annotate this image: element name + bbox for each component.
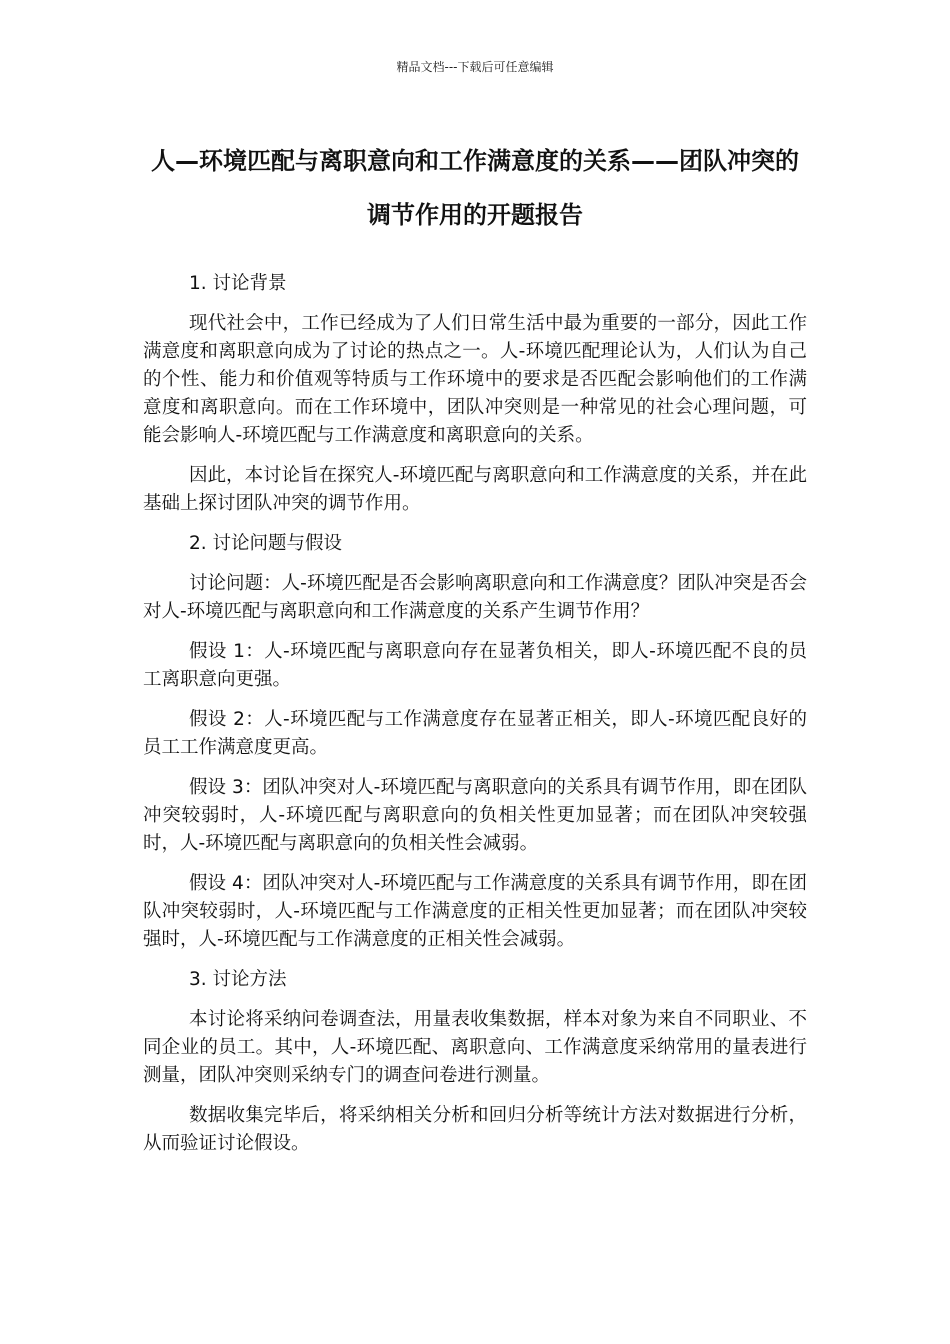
background-paragraph-1: 现代社会中，工作已经成为了人们日常生活中最为重要的一部分，因此工作满意度和离职意向成为了讨论的热点之一。人-环境匹配理论认为，人们认为自己的个性、能力和价值观等特质与工作环境中的要求是否匹配会影响他们的工作满意度和离职意向。而在工作环境中，团队冲突则是一种常见的社会心理问题，可能会影响人-环境匹配与工作满意度和离职意向的关系。 — [143, 313, 807, 446]
document-body — [143, 270, 807, 1170]
section-heading-background: 1. 讨论背景 — [189, 273, 287, 294]
hypothesis-4: 假设 4：团队冲突对人-环境匹配与工作满意度的关系具有调节作用，即在团队冲突较弱时，人-环境匹配与工作满意度的正相关性更加显著；而在团队冲突较强时，人-环境匹配与工作满意度的正相关性会减弱。 — [143, 873, 807, 950]
research-question-paragraph: 讨论问题：人-环境匹配是否会影响离职意向和工作满意度？团队冲突是否会对人-环境匹配与离职意向和工作满意度的关系产生调节作用？ — [143, 573, 807, 622]
hypothesis-1: 假设 1：人-环境匹配与离职意向存在显著负相关，即人-环境匹配不良的员工离职意向更强。 — [143, 641, 807, 690]
hypothesis-3: 假设 3：团队冲突对人-环境匹配与离职意向的关系具有调节作用，即在团队冲突较弱时，人-环境匹配与离职意向的负相关性更加显著；而在团队冲突较强时，人-环境匹配与离职意向的负相关性会减弱。 — [143, 777, 807, 854]
header-note: 精品文档---下载后可任意编辑 — [396, 60, 554, 74]
document-title: 人—环境匹配与离职意向和工作满意度的关系——团队冲突的调节作用的开题报告 — [151, 147, 799, 229]
methods-paragraph-1: 本讨论将采纳问卷调查法，用量表收集数据，样本对象为来自不同职业、不同企业的员工。其中，人-环境匹配、离职意向、工作满意度采纳常用的量表进行测量，团队冲突则采纳专门的调查问卷进行测量。 — [143, 1009, 807, 1086]
hypothesis-2: 假设 2：人-环境匹配与工作满意度存在显著正相关，即人-环境匹配良好的员工工作满意度更高。 — [143, 709, 807, 758]
section-heading-questions: 2. 讨论问题与假设 — [189, 533, 343, 554]
background-paragraph-2: 因此，本讨论旨在探究人-环境匹配与离职意向和工作满意度的关系，并在此基础上探讨团队冲突的调节作用。 — [143, 465, 807, 514]
section-heading-methods: 3. 讨论方法 — [189, 969, 287, 990]
methods-paragraph-2: 数据收集完毕后，将采纳相关分析和回归分析等统计方法对数据进行分析，从而验证讨论假设。 — [143, 1105, 807, 1154]
